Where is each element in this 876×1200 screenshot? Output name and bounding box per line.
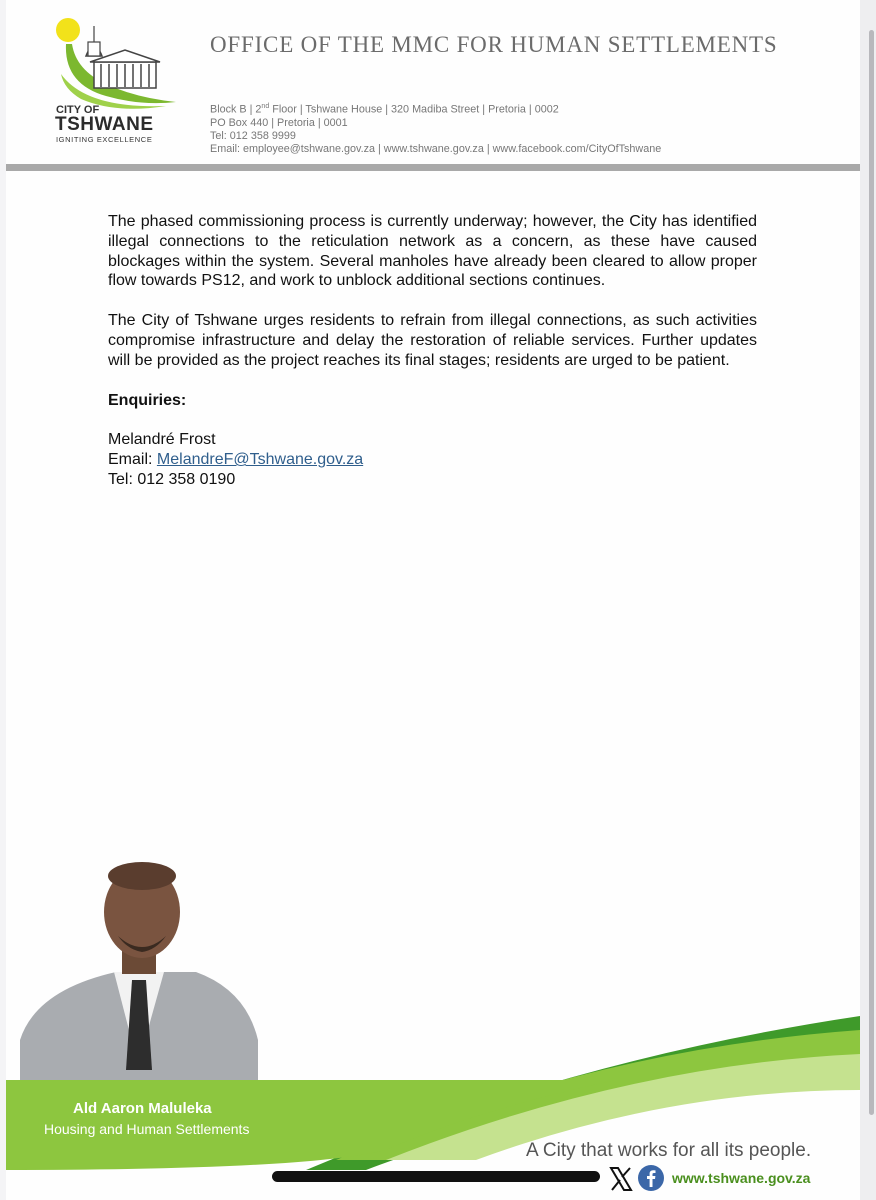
email-link[interactable]: MelandreF@Tshwane.gov.za (156, 451, 364, 469)
logo-tagline: IGNITING EXCELLENCE (56, 135, 153, 144)
header-contact-details (210, 100, 661, 156)
home-indicator[interactable] (272, 1171, 600, 1182)
document-page (6, 0, 860, 1200)
paragraph-2: The City of Tshwane urges residents to refrain from illegal connections, as such activities compromise infrastructure and delay the restoration of reliable services. Further updates will be provided as the project reaches its final stages; residents are urged to be patient. (108, 312, 757, 369)
po-box: PO Box 440 | Pretoria | 0001 (210, 116, 348, 129)
contact-email (108, 450, 757, 470)
email-label: Email: (108, 451, 157, 469)
statement-body (108, 212, 757, 490)
city-slogan: A City that works for all its people. (526, 1140, 812, 1161)
contact-tel: Tel: 012 358 0190 (108, 470, 236, 488)
facebook-icon[interactable] (637, 1164, 665, 1192)
office-title: OFFICE OF THE MMC FOR HUMAN SETTLEMENTS (210, 32, 778, 57)
header-divider (6, 164, 860, 171)
city-hall-emblem-icon (46, 14, 196, 114)
website-link[interactable]: www.tshwane.gov.za (672, 1170, 811, 1186)
address-part-2: Floor | Tshwane House | 320 Madiba Street | Pretoria | 0002 (269, 103, 559, 116)
logo-city-of: CITY OF (56, 104, 100, 116)
enquiries-heading: Enquiries: (108, 391, 187, 409)
x-icon[interactable] (609, 1166, 633, 1192)
header-tel: Tel: 012 358 9999 (210, 130, 296, 142)
city-of-tshwane-logo (46, 14, 196, 149)
header-email-line: Email: employee@tshwane.gov.za | www.tshwane.gov.za | www.facebook.com/CityOfTshwane (210, 143, 662, 156)
paragraph-1: The phased commissioning process is currently underway; however, the City has identified illegal connections to the reticulation network as a concern, as these have caused blockages within the system. Several manholes have already been cleared to allow proper flow towards PS12, and work to unblock additional sections continues. (108, 213, 757, 290)
logo-tshwane: TSHWANE (55, 114, 154, 135)
contact-name: Melandré Frost (108, 431, 216, 449)
address-part-1: Block B | 2 (210, 103, 262, 116)
mmc-portrait (20, 862, 258, 1080)
mmc-name: Ald Aaron Maluleka (73, 1100, 212, 1117)
address-superscript: nd (261, 103, 270, 110)
scrollbar[interactable] (869, 30, 874, 1115)
mmc-portfolio: Housing and Human Settlements (44, 1121, 250, 1137)
enquiries-contact (108, 430, 757, 489)
street-address (210, 100, 661, 117)
